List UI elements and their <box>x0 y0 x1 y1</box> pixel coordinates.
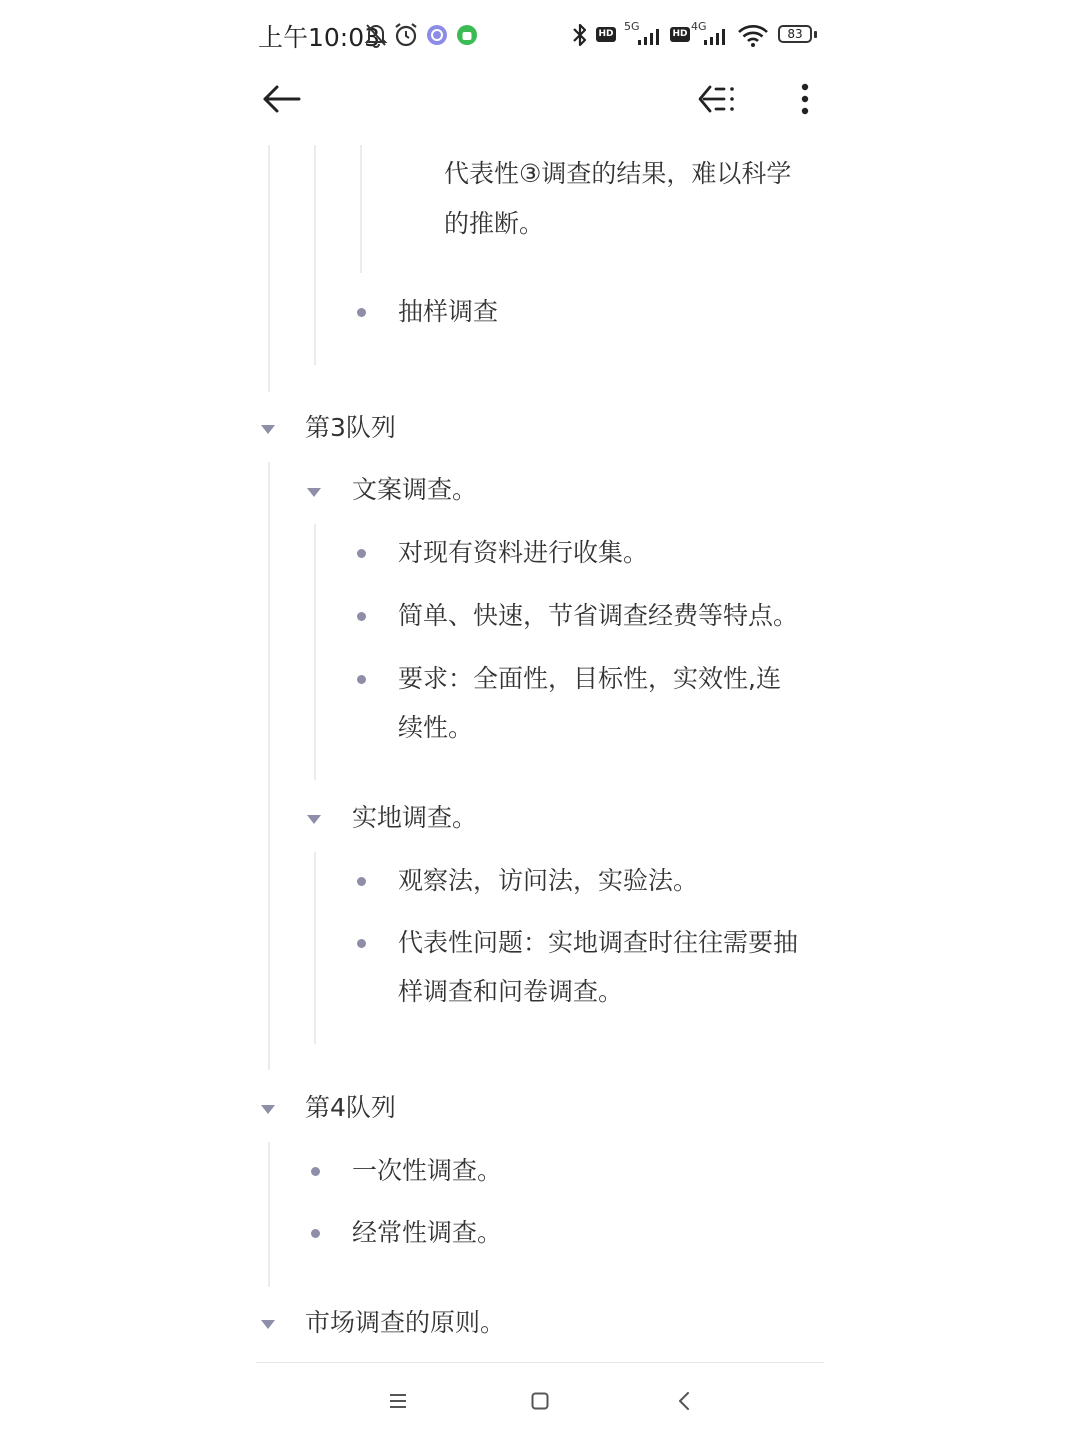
network-label-4g: 4G <box>691 20 707 33</box>
nav-back-icon <box>677 1391 691 1411</box>
guide-line <box>314 852 316 1044</box>
nav-home-button[interactable] <box>522 1384 558 1418</box>
bullet-icon[interactable] <box>311 1229 320 1238</box>
battery-tip <box>814 31 817 38</box>
outline-item[interactable]: 对现有资料进行收集。 <box>398 538 649 567</box>
wifi-icon <box>737 24 769 48</box>
outline-toggle-button[interactable] <box>694 78 740 120</box>
guide-line <box>268 1142 270 1287</box>
navbar-divider <box>256 1362 824 1363</box>
bullet-icon[interactable] <box>357 308 366 317</box>
hd-badge-2: HD <box>670 27 690 42</box>
nav-back-button[interactable] <box>666 1384 702 1418</box>
app-icon-purple <box>426 24 448 46</box>
bullet-icon[interactable] <box>357 612 366 621</box>
collapse-caret-icon[interactable] <box>307 815 321 824</box>
outline-item[interactable]: 一次性调查。 <box>352 1156 503 1185</box>
outline-item[interactable]: 观察法，访问法，实验法。 <box>398 866 699 895</box>
outline-item-continued[interactable]: 续性。 <box>398 713 474 742</box>
collapse-outline-icon <box>696 82 738 116</box>
more-vertical-icon <box>800 83 810 115</box>
outline-item-continued[interactable]: 样调查和问卷调查。 <box>398 977 624 1006</box>
outline-item-sampling[interactable]: 抽样调查 <box>398 297 499 326</box>
signal-icon <box>634 26 664 46</box>
collapse-caret-icon[interactable] <box>261 425 275 434</box>
signal-icon-2 <box>700 26 730 46</box>
outline-node-field-research[interactable]: 实地调查。 <box>352 803 478 832</box>
bullet-icon[interactable] <box>357 877 366 886</box>
bullet-icon[interactable] <box>357 939 366 948</box>
outline-node-queue3[interactable]: 第3队列 <box>305 413 396 442</box>
guide-line <box>314 524 316 780</box>
collapse-caret-icon[interactable] <box>261 1105 275 1114</box>
outline-item[interactable]: 简单、快速，节省调查经费等特点。 <box>398 601 799 630</box>
menu-icon <box>388 1392 408 1410</box>
network-label-5g: 5G <box>624 20 640 33</box>
android-icon-green <box>456 24 478 46</box>
hd-badge-1: HD <box>596 27 616 42</box>
mute-bell-icon <box>364 22 388 48</box>
alarm-icon <box>393 22 419 48</box>
status-time: 上午10:03 <box>258 23 381 52</box>
outline-item[interactable]: 要求：全面性，目标性，实效性,连 <box>398 664 781 693</box>
more-button[interactable] <box>788 78 822 120</box>
outline-text-line: 的推断。 <box>444 209 545 238</box>
guide-line <box>268 462 270 1070</box>
outline-node-principles[interactable]: 市场调查的原则。 <box>305 1308 506 1337</box>
bullet-icon[interactable] <box>311 1167 320 1176</box>
outline-node-queue4[interactable]: 第4队列 <box>305 1093 396 1122</box>
collapse-caret-icon[interactable] <box>261 1320 275 1329</box>
outline-node-desk-research[interactable]: 文案调查。 <box>352 475 478 504</box>
back-arrow-icon <box>261 84 301 114</box>
guide-line <box>314 145 316 365</box>
bullet-icon[interactable] <box>357 675 366 684</box>
nav-menu-button[interactable] <box>380 1384 416 1418</box>
outline-text-line: 代表性③调查的结果，难以科学 <box>444 159 792 188</box>
bluetooth-icon <box>570 22 590 48</box>
guide-line <box>360 145 362 273</box>
home-square-icon <box>530 1391 550 1411</box>
outline-item[interactable]: 经常性调查。 <box>352 1218 503 1247</box>
back-button[interactable] <box>258 78 304 120</box>
battery-icon: 83 <box>778 25 812 43</box>
bullet-icon[interactable] <box>357 549 366 558</box>
outline-item[interactable]: 代表性问题：实地调查时往往需要抽 <box>398 928 799 957</box>
guide-line <box>268 145 270 392</box>
collapse-caret-icon[interactable] <box>307 488 321 497</box>
